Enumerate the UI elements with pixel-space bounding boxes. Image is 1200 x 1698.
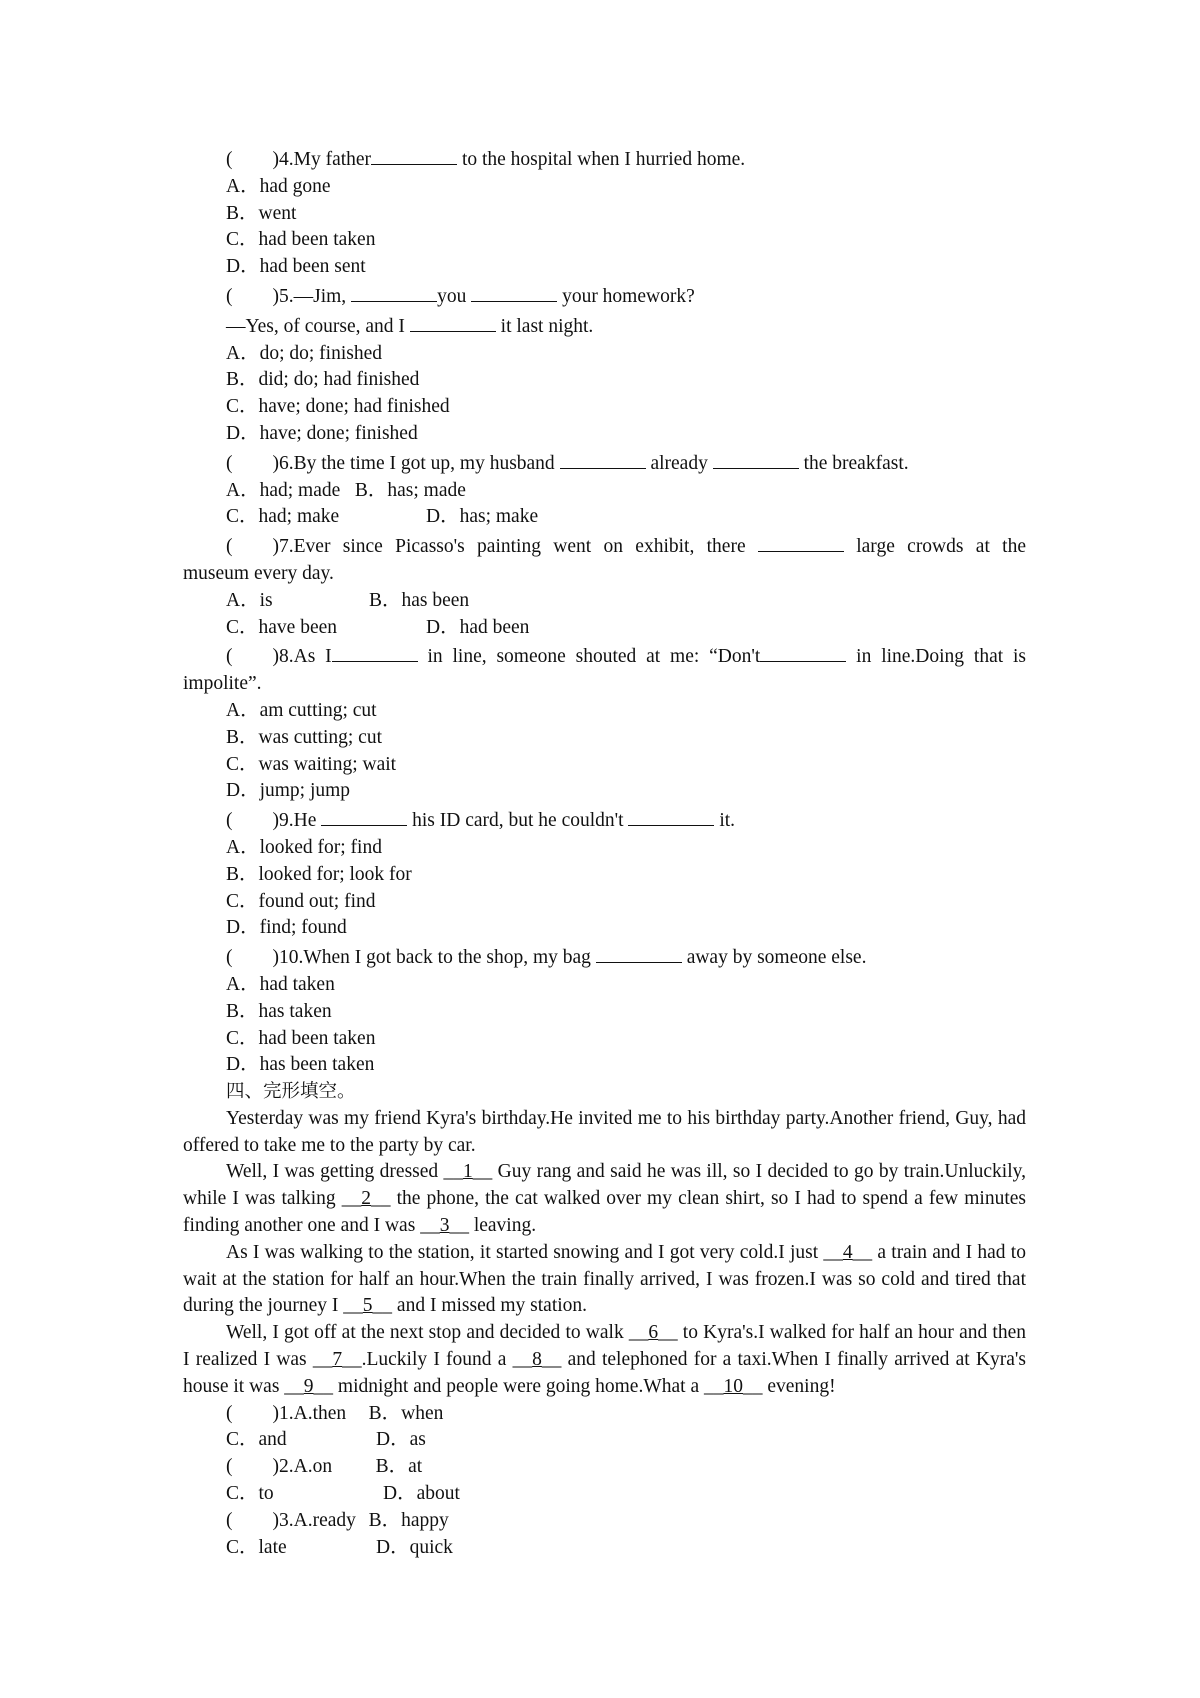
answer-blank[interactable]: [758, 531, 844, 552]
option-q9-c[interactable]: C．found out; find: [226, 890, 376, 912]
option-q7-b[interactable]: B．has been: [369, 589, 470, 611]
option-c1-c[interactable]: C．and: [226, 1429, 287, 1451]
answer-blank[interactable]: [760, 641, 846, 662]
cloze-question-2: ( )2.A.on B．at: [183, 1454, 1026, 1481]
answer-blank[interactable]: [628, 805, 714, 826]
option-q6-d[interactable]: D．has; make: [426, 506, 539, 528]
passage-blank-1: 1: [463, 1161, 473, 1183]
option-q4-a[interactable]: A．had gone: [226, 175, 331, 197]
option-q5-d[interactable]: D．have; done; finished: [226, 422, 418, 444]
option-q8-d[interactable]: D．jump; jump: [226, 780, 351, 802]
options-q7-row2: [183, 615, 1026, 642]
question-7-cont: museum every day.: [183, 562, 334, 584]
answer-blank[interactable]: [351, 281, 437, 302]
option-q7-c[interactable]: C．have been: [226, 616, 338, 638]
question-8: ( )8.As I in line, someone shouted at me: “Don't in line.Doing that is: [183, 641, 1026, 671]
option-q8-c[interactable]: C．was waiting; wait: [226, 753, 397, 775]
passage-blank-7: 7: [332, 1349, 343, 1371]
option-c2-b[interactable]: B．at: [375, 1456, 423, 1478]
option-c1-d[interactable]: D．as: [376, 1429, 426, 1451]
question-10: ( )10.When I got back to the shop, my bag away by someone else.: [183, 942, 1026, 972]
option-q9-d[interactable]: D．find; found: [226, 917, 347, 939]
option-q6-a[interactable]: A．had; made: [226, 479, 341, 501]
option-c2-a[interactable]: A.on: [293, 1456, 333, 1478]
option-q6-c[interactable]: C．had; make: [226, 506, 340, 528]
passage-paragraph-4: Well, I got off at the next stop and decided to walk __6__ to Kyra's.I walked for half an hour and then I realized I was __7__.Luckily I found a __8__ and telephoned for a taxi.When I finally arrived at Kyra's house it was __9__ midnight and people were going home.What a __10__ evening!: [183, 1322, 1027, 1397]
passage-blank-5: 5: [362, 1295, 373, 1317]
question-5-reply: —Yes, of course, and I it last night.: [183, 311, 1026, 341]
answer-blank[interactable]: [410, 311, 496, 332]
passage-blank-4: 4: [842, 1241, 853, 1263]
option-c3-a[interactable]: A.ready: [293, 1509, 356, 1531]
option-q4-c[interactable]: C．had been taken: [226, 229, 376, 251]
option-c1-a[interactable]: A.then: [293, 1402, 347, 1424]
passage-paragraph-2: Well, I was getting dressed __1__ Guy rang and said he was ill, so I decided to go by train.Unluckily, while I was talking __2__ the phone, the cat walked over my clean shirt, so I had to spend a few minutes finding another one and I was __3__ leaving.: [183, 1161, 1026, 1237]
section-heading: 四、完形填空。: [226, 1081, 356, 1103]
passage-blank-8: 8: [532, 1349, 542, 1371]
option-q10-a[interactable]: A．had taken: [226, 973, 335, 995]
passage-blank-3: 3: [439, 1215, 450, 1237]
answer-blank[interactable]: [713, 448, 799, 469]
option-q7-a[interactable]: A．is: [226, 589, 273, 611]
answer-blank[interactable]: [321, 805, 407, 826]
worksheet-content: [183, 144, 1026, 1561]
passage-blank-9: 9: [303, 1375, 314, 1397]
question-7: ( )7.Ever since Picasso's painting went on exhibit, there large crowds at the: [183, 531, 1026, 561]
options-c3-row2: [183, 1535, 1026, 1562]
option-c3-b[interactable]: B．happy: [368, 1509, 449, 1531]
option-c3-c[interactable]: C．late: [226, 1536, 287, 1558]
question-8-cont: impolite”.: [183, 673, 262, 695]
option-c2-c[interactable]: C．to: [226, 1483, 274, 1505]
options-q7-row1: [183, 588, 1026, 615]
answer-blank[interactable]: [560, 448, 646, 469]
option-q6-b[interactable]: B．has; made: [354, 479, 466, 501]
options-c1-row2: [183, 1427, 1026, 1454]
option-q5-a[interactable]: A．do; do; finished: [226, 342, 382, 364]
options-q6-row2: [183, 504, 1026, 531]
option-q4-b[interactable]: B．went: [226, 202, 297, 224]
passage-paragraph-3: As I was walking to the station, it started snowing and I got very cold.I just __4__ a train and I had to wait at the station for half an hour.When the train finally arrived, I was frozen.I was so cold and tired that during the journey I __5__ and I missed my station.: [183, 1241, 1026, 1317]
cloze-question-1: ( )1.A.then B．when: [183, 1401, 1026, 1428]
option-q8-a[interactable]: A．am cutting; cut: [226, 699, 377, 721]
answer-blank[interactable]: [371, 144, 457, 165]
options-c2-row2: [183, 1481, 1026, 1508]
option-c3-d[interactable]: D．quick: [376, 1536, 453, 1558]
question-9: ( )9.He his ID card, but he couldn't it.: [183, 805, 1026, 835]
option-c2-d[interactable]: D．about: [383, 1483, 460, 1505]
answer-blank[interactable]: [471, 281, 557, 302]
option-q5-c[interactable]: C．have; done; had finished: [226, 396, 450, 418]
answer-blank[interactable]: [332, 641, 418, 662]
passage-paragraph-1: Yesterday was my friend Kyra's birthday.He invited me to his birthday party.Another friend, Guy, had offered to take me to the party by car.: [183, 1107, 1026, 1156]
passage-blank-6: 6: [648, 1322, 659, 1344]
question-4: ( )4.My father to the hospital when I hurried home.: [183, 144, 1026, 174]
option-q10-c[interactable]: C．had been taken: [226, 1027, 376, 1049]
option-q9-b[interactable]: B．looked for; look for: [226, 863, 412, 885]
options-q6-row1: [183, 478, 1026, 505]
option-q5-b[interactable]: B．did; do; had finished: [226, 369, 420, 391]
option-c1-b[interactable]: B．when: [368, 1402, 444, 1424]
passage-blank-2: 2: [361, 1188, 371, 1210]
question-5: ( )5.—Jim, you your homework?: [183, 281, 1026, 311]
question-6: ( )6.By the time I got up, my husband already the breakfast.: [183, 448, 1026, 478]
option-q4-d[interactable]: D．had been sent: [226, 256, 366, 278]
option-q9-a[interactable]: A．looked for; find: [226, 836, 382, 858]
option-q8-b[interactable]: B．was cutting; cut: [226, 726, 382, 748]
option-q7-d[interactable]: D．had been: [426, 616, 530, 638]
cloze-question-3: ( )3.A.ready B．happy: [183, 1508, 1026, 1535]
option-q10-b[interactable]: B．has taken: [226, 1000, 332, 1022]
answer-blank[interactable]: [596, 942, 682, 963]
option-q10-d[interactable]: D．has been taken: [226, 1054, 375, 1076]
passage-blank-10: 10: [723, 1375, 743, 1397]
